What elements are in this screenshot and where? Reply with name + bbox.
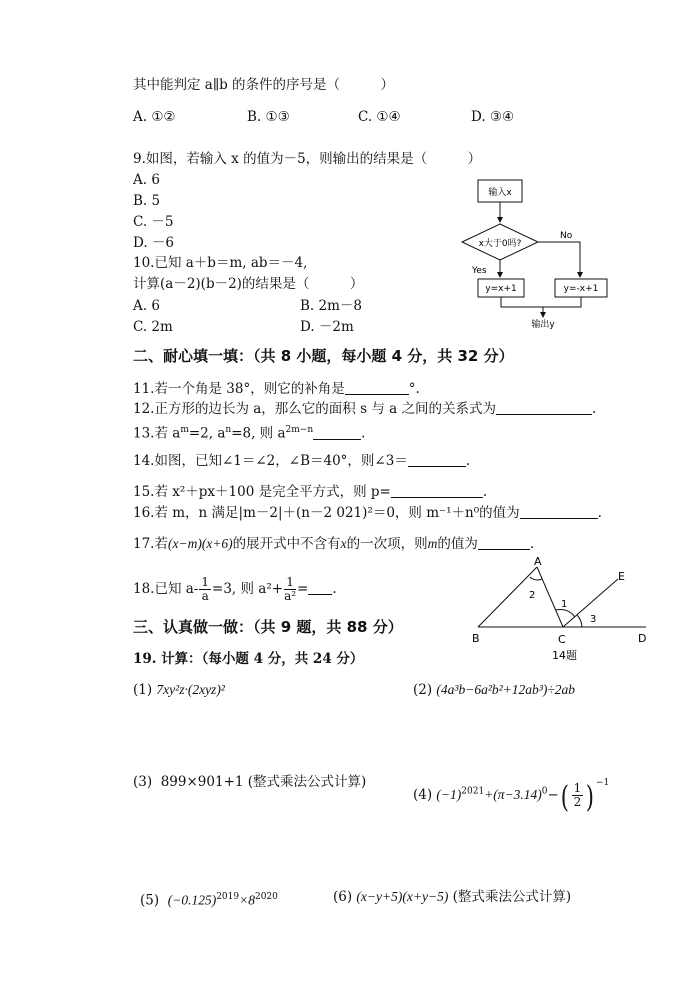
label-d: D [638, 632, 647, 645]
figure-caption: 14题 [552, 649, 577, 662]
q10-option-b: B. 2m－8 [300, 298, 362, 314]
q10-stem-line2: 计算(a－2)(b－2)的结果是（ ） [133, 276, 364, 292]
q19-part6: (6) (x−y+5)(x+y−5) (整式乘法公式计算) [333, 889, 572, 905]
q8-option-c: C. ①④ [358, 109, 401, 125]
q8-stem: 其中能判定 a∥b 的条件的序号是（ ） [133, 77, 395, 93]
q8-option-a: A. ①② [133, 109, 176, 125]
segment-ac [537, 567, 563, 627]
flowchart-diagram [450, 172, 620, 334]
flowchart-input-text: 输入x [488, 188, 512, 198]
q19-part2: (2) (4a³b−6a²b²+12ab³)÷2ab [413, 682, 575, 698]
q10-option-d: D. －2m [300, 319, 354, 335]
q9-option-b: B. 5 [133, 193, 161, 209]
q12: 12.正方形的边长为 a，那么它的面积 s 与 a 之间的关系式为 . [133, 401, 597, 417]
q19-part4: (4) $(-1)^{2021}+(\pi-3.14)^0-$( $\frac{1}{2}$ ) $^{-1}$ [413, 778, 610, 815]
q16: 16.若 m，n 满足|m－2|＋(n－2 021)²＝0，则 m⁻¹＋n⁰的值为 . [133, 505, 602, 521]
q19-part1: (1) 7xy²z·(2xyz)² [133, 682, 225, 698]
q19-part5: (5) $(-0.125)^{2019}\times 8^{2020}$ [140, 892, 278, 909]
q15: 15.若 x²＋px＋100 是完全平方式，则 p= . [133, 484, 488, 500]
label-c: C [558, 633, 566, 646]
geometry-figure [466, 555, 656, 665]
q14: 14.如图，已知∠1＝∠2，∠B＝40°，则∠3＝ . [133, 453, 471, 469]
flowchart-yes-label: Yes [472, 266, 487, 276]
angle-3-label: 3 [590, 614, 597, 625]
section3-title: 三、认真做一做：（共 9 题，共 88 分） [133, 618, 403, 636]
q18: 18.已知 a- $\frac{1}{a}$ =3, 则 a²+ $\frac{1}{\text{a²}}$ = . [133, 575, 337, 603]
flowchart-no-label: No [560, 231, 573, 241]
q19-title: 19. 计算：（每小题 4 分，共 24 分） [133, 651, 364, 667]
q9-option-a: A. 6 [133, 172, 160, 188]
q11: 11.若一个角是 38°，则它的补角是 °. [133, 381, 420, 397]
q10-option-c: C. 2m [133, 319, 173, 335]
q8-option-d: D. ③④ [471, 109, 515, 125]
q17: 17.若(x−m)(x+6)的展开式中不含有x的一次项，则m的值为 . [133, 536, 535, 552]
label-a: A [534, 555, 542, 568]
q10-option-a: A. 6 [133, 298, 160, 314]
flowchart-right-text: y=-x+1 [563, 284, 599, 294]
flowchart-decision-text: x大于0吗? [478, 239, 522, 249]
q9-option-d: D. －6 [133, 235, 175, 251]
flowchart-left-text: y=x+1 [485, 284, 517, 294]
angle-1-label: 1 [561, 599, 568, 610]
section2-title: 二、耐心填一填：（共 8 小题，每小题 4 分，共 32 分） [133, 347, 514, 365]
q9-stem: 9.如图，若输入 x 的值为－5，则输出的结果是（ ） [133, 151, 482, 167]
q9-option-c: C. －5 [133, 214, 174, 230]
q8-option-b: B. ①③ [247, 109, 290, 125]
q10-stem-line1: 10.已知 a＋b＝m, ab＝－4, [133, 255, 308, 271]
flowchart-output-text: 输出y [531, 320, 555, 330]
q13: 13.若 $a^m=2$, $a^n=8$, 则 $a^{2m-n}$ . [133, 425, 366, 442]
label-e: E [618, 570, 625, 583]
label-b: B [472, 632, 480, 645]
q19-part3: (3) 899×901+1 (整式乘法公式计算) [133, 774, 367, 790]
angle-2-label: 2 [529, 590, 536, 601]
